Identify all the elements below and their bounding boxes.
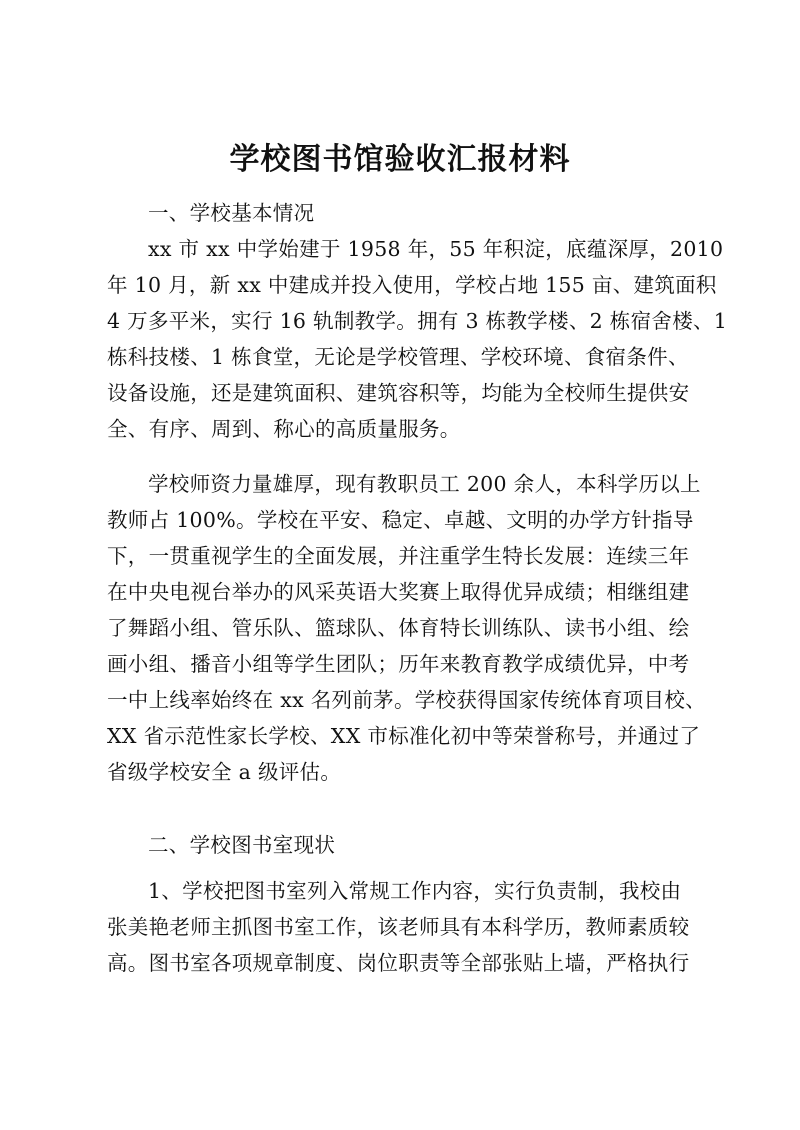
paragraph-line: xx 市 xx 中学始建于 1958 年，55 年积淀，底蕴深厚，2010 <box>148 237 724 261</box>
paragraph-line: 了舞蹈小组、管乐队、篮球队、体育特长训练队、读书小组、绘 <box>107 616 690 640</box>
paragraph-line: 在中央电视台举办的风采英语大奖赛上取得优异成绩；相继组建 <box>107 580 690 604</box>
paragraph-line: 4 万多平米，实行 16 轨制教学。拥有 3 栋教学楼、2 栋宿舍楼、1 <box>107 309 728 333</box>
paragraph-line: 全、有序、周到、称心的高质量服务。 <box>107 417 461 441</box>
paragraph-line: 设备设施，还是建筑面积、建筑容积等，均能为全校师生提供安 <box>107 381 690 405</box>
paragraph-line: 下，一贯重视学生的全面发展，并注重学生特长发展：连续三年 <box>107 544 690 568</box>
section-heading-1: 一、学校基本情况 <box>148 201 315 225</box>
paragraph-line: 学校师资力量雄厚，现有教职员工 200 余人，本科学历以上 <box>148 472 701 496</box>
paragraph-line: 一中上线率始终在 xx 名列前茅。学校获得国家传统体育项目校、 <box>107 688 706 712</box>
paragraph-line: 年 10 月，新 xx 中建成并投入使用，学校占地 155 亩、建筑面积 <box>107 273 717 297</box>
paragraph-line: 1、学校把图书室列入常规工作内容，实行负责制，我校由 <box>148 879 682 903</box>
document-title: 学校图书馆验收汇报材料 <box>229 142 571 177</box>
paragraph-line: 高。图书室各项规章制度、岗位职责等全部张贴上墙，严格执行 <box>107 951 690 975</box>
paragraph-line: 教师占 100%。学校在平安、稳定、卓越、文明的办学方针指导 <box>107 508 694 532</box>
paragraph-line: 省级学校安全 a 级评估。 <box>107 760 342 784</box>
paragraph-line: 张美艳老师主抓图书室工作，该老师具有本科学历，教师素质较 <box>107 915 690 939</box>
paragraph-line: XX 省示范性家长学校、XX 市标准化初中等荣誉称号，并通过了 <box>107 724 701 748</box>
paragraph-line: 画小组、播音小组等学生团队；历年来教育教学成绩优异，中考 <box>107 652 690 676</box>
section-heading-2: 二、学校图书室现状 <box>148 833 336 857</box>
paragraph-line: 栋科技楼、1 栋食堂，无论是学校管理、学校环境、食宿条件、 <box>107 345 689 369</box>
